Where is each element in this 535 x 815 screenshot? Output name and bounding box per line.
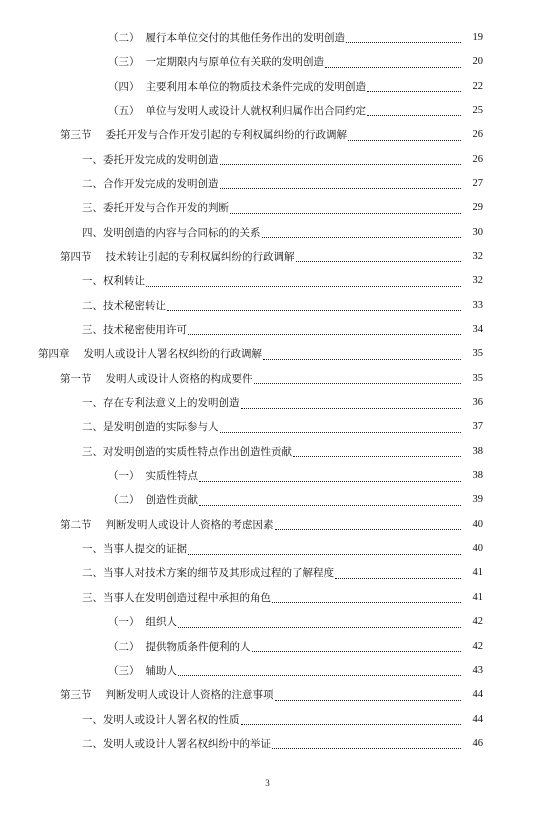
toc-entry-page: 26: [472, 129, 483, 141]
toc-dot-leader: [188, 553, 461, 555]
toc-entry[interactable]: [0, 635, 535, 659]
toc-entry[interactable]: [0, 50, 535, 74]
toc-entry-page: 41: [472, 567, 483, 579]
toc-entry-title: 技术秘密使用许可: [103, 324, 187, 337]
toc-entry[interactable]: [0, 513, 535, 537]
toc-entry-page: 46: [472, 737, 483, 749]
toc-entry-page: 44: [472, 713, 483, 725]
toc-entry-page: 19: [472, 31, 483, 43]
toc-dot-leader: [167, 309, 461, 311]
toc-entry-title: 履行本单位交付的其他任务作出的发明创造: [145, 31, 345, 44]
toc-entry-title: 一定期限内与原单位有关联的发明创造: [145, 56, 324, 69]
toc-entry[interactable]: [0, 99, 535, 123]
toc-dot-leader: [367, 90, 461, 92]
toc-entry-page: 40: [472, 543, 483, 555]
toc-entry-number: 第四章: [38, 348, 70, 361]
toc-entry-page: 35: [472, 372, 483, 384]
toc-entry-number: 第二节: [60, 518, 92, 531]
toc-dot-leader: [252, 650, 462, 652]
toc-entry[interactable]: [0, 683, 535, 707]
toc-entry-title: 委托开发与合作开发引起的专利权属纠纷的行政调解: [105, 129, 347, 142]
toc-entry-title: 判断发明人或设计人资格的考虑因素: [105, 518, 274, 531]
toc-entry-title: 当事人提交的证据: [103, 543, 187, 556]
toc-dot-leader: [178, 674, 461, 676]
toc-entry-page: 32: [472, 251, 483, 263]
toc-dot-leader: [367, 114, 461, 116]
toc-entry-page: 38: [472, 470, 483, 482]
toc-entry-number: 一、: [82, 397, 103, 410]
toc-entry-number: 一、: [82, 713, 103, 726]
toc-entry-page: 36: [472, 397, 483, 409]
toc-entry-title: 是发明创造的实际参与人: [103, 421, 219, 434]
toc-entry-title: 委托开发完成的发明创造: [103, 153, 219, 166]
toc-entry-page: 30: [472, 226, 483, 238]
toc-entry-page: 20: [472, 56, 483, 68]
toc-entry[interactable]: [0, 245, 535, 269]
toc-entry-page: 42: [472, 616, 483, 628]
toc-entry[interactable]: [0, 464, 535, 488]
toc-entry-title: 技术转让引起的专利权属纠纷的行政调解: [105, 251, 295, 264]
toc-dot-leader: [220, 163, 462, 165]
toc-dot-leader: [348, 139, 461, 141]
toc-entry-title: 当事人对技术方案的细节及其形成过程的了解程度: [103, 567, 334, 580]
toc-dot-leader: [275, 699, 462, 701]
toc-entry-page: 25: [472, 104, 483, 116]
toc-entry-page: 26: [472, 153, 483, 165]
toc-entry-number: （五）: [108, 104, 140, 117]
toc-entry-title: 技术秘密转让: [103, 299, 166, 312]
toc-entry-title: 对发明创造的实质性特点作出创造性贡献: [103, 445, 292, 458]
toc-entry-page: 44: [472, 689, 483, 701]
toc-entry[interactable]: [0, 367, 535, 391]
toc-entry-number: 三、: [82, 591, 103, 604]
toc-dot-leader: [254, 382, 462, 384]
toc-entry-title: 单位与发明人或设计人就权利归属作出合同约定: [145, 104, 366, 117]
toc-dot-leader: [325, 66, 461, 68]
toc-entry-page: 27: [472, 177, 483, 189]
toc-entry-page: 35: [472, 348, 483, 360]
toc-entry-number: （二）: [108, 494, 140, 507]
toc-dot-leader: [272, 601, 461, 603]
toc-entry-page: 41: [472, 591, 483, 603]
toc-entry[interactable]: [0, 416, 535, 440]
toc-entry[interactable]: [0, 196, 535, 220]
toc-entry-title: 主要利用本单位的物质技术条件完成的发明创造: [145, 80, 366, 93]
toc-dot-leader: [293, 455, 461, 457]
toc-entry-page: 38: [472, 445, 483, 457]
toc-entry-title: 发明人或设计人署名权纠纷中的举证: [103, 737, 271, 750]
table-of-contents: [0, 26, 535, 756]
toc-entry-title: 提供物质条件便利的人: [145, 640, 251, 653]
toc-entry-page: 33: [472, 299, 483, 311]
toc-dot-leader: [199, 480, 461, 482]
toc-entry[interactable]: [0, 123, 535, 147]
toc-entry[interactable]: [0, 489, 535, 513]
toc-entry-number: 第三节: [60, 689, 92, 702]
toc-entry-page: 43: [472, 664, 483, 676]
toc-entry-number: 二、: [82, 567, 103, 580]
toc-entry-title: 实质性特点: [145, 470, 198, 483]
toc-dot-leader: [263, 358, 461, 360]
toc-entry-page: 40: [472, 518, 483, 530]
toc-entry-title: 组织人: [145, 616, 177, 629]
toc-entry-page: 37: [472, 421, 483, 433]
toc-entry-page: 34: [472, 324, 483, 336]
toc-entry-title: 发明人或设计人署名权纠纷的行政调解: [83, 348, 262, 361]
toc-entry-number: （二）: [108, 640, 140, 653]
toc-entry[interactable]: [0, 440, 535, 464]
toc-entry-number: 一、: [82, 275, 103, 288]
toc-entry[interactable]: [0, 221, 535, 245]
toc-entry-number: （四）: [108, 80, 140, 93]
toc-entry-number: （三）: [108, 664, 140, 677]
toc-entry-page: 39: [472, 494, 483, 506]
toc-entry[interactable]: [0, 708, 535, 732]
toc-entry[interactable]: [0, 75, 535, 99]
toc-entry-title: 发明人或设计人资格的构成要件: [105, 372, 253, 385]
toc-entry-title: 合作开发完成的发明创造: [103, 177, 219, 190]
toc-entry-number: 第四节: [60, 251, 92, 264]
toc-dot-leader: [241, 407, 462, 409]
toc-entry[interactable]: [0, 391, 535, 415]
toc-dot-leader: [230, 212, 461, 214]
toc-entry[interactable]: [0, 537, 535, 561]
toc-entry-page: 29: [472, 202, 483, 214]
toc-entry-number: 四、: [82, 226, 103, 239]
toc-dot-leader: [272, 747, 461, 749]
toc-dot-leader: [241, 723, 462, 725]
toc-entry[interactable]: [0, 269, 535, 293]
toc-entry-number: 第一节: [60, 372, 92, 385]
toc-entry-number: （二）: [108, 31, 140, 44]
toc-entry-number: 第三节: [60, 129, 92, 142]
toc-entry[interactable]: [0, 172, 535, 196]
toc-entry-page: 42: [472, 640, 483, 652]
toc-entry-page: 32: [472, 275, 483, 287]
toc-entry[interactable]: [0, 610, 535, 634]
toc-entry-number: （一）: [108, 470, 140, 483]
toc-dot-leader: [220, 187, 462, 189]
toc-entry[interactable]: [0, 318, 535, 342]
toc-entry[interactable]: [0, 732, 535, 756]
page-number: 3: [265, 778, 270, 788]
toc-entry-title: 发明创造的内容与合同标的的关系: [103, 226, 261, 239]
toc-entry-title: 发明人或设计人署名权的性质: [103, 713, 240, 726]
toc-entry[interactable]: [0, 659, 535, 683]
toc-dot-leader: [146, 285, 461, 287]
toc-entry-page: 22: [472, 80, 483, 92]
toc-dot-leader: [178, 626, 461, 628]
toc-entry[interactable]: [0, 294, 535, 318]
toc-entry-title: 判断发明人或设计人资格的注意事项: [105, 689, 274, 702]
toc-entry-title: 存在专利法意义上的发明创造: [103, 397, 240, 410]
toc-entry-number: （三）: [108, 56, 140, 69]
toc-dot-leader: [335, 577, 461, 579]
toc-entry-number: 二、: [82, 737, 103, 750]
toc-entry[interactable]: [0, 562, 535, 586]
toc-entry[interactable]: [0, 26, 535, 50]
toc-dot-leader: [275, 528, 462, 530]
toc-entry-number: 一、: [82, 153, 103, 166]
toc-entry-title: 辅助人: [145, 664, 177, 677]
toc-dot-leader: [262, 236, 462, 238]
toc-entry[interactable]: [0, 586, 535, 610]
toc-entry-title: 创造性贡献: [145, 494, 198, 507]
toc-entry-number: 三、: [82, 445, 103, 458]
toc-entry-number: （一）: [108, 616, 140, 629]
toc-entry-number: 二、: [82, 421, 103, 434]
toc-entry-number: 二、: [82, 177, 103, 190]
toc-entry-title: 委托开发与合作开发的判断: [103, 202, 229, 215]
toc-dot-leader: [296, 260, 462, 262]
toc-entry-number: 三、: [82, 202, 103, 215]
toc-dot-leader: [199, 504, 461, 506]
toc-entry-number: 二、: [82, 299, 103, 312]
toc-dot-leader: [346, 41, 461, 43]
toc-dot-leader: [188, 333, 461, 335]
toc-entry[interactable]: [0, 148, 535, 172]
toc-entry[interactable]: [0, 342, 535, 366]
toc-entry-title: 权利转让: [103, 275, 145, 288]
toc-entry-number: 三、: [82, 324, 103, 337]
toc-entry-number: 一、: [82, 543, 103, 556]
toc-entry-title: 当事人在发明创造过程中承担的角色: [103, 591, 271, 604]
toc-dot-leader: [220, 431, 462, 433]
